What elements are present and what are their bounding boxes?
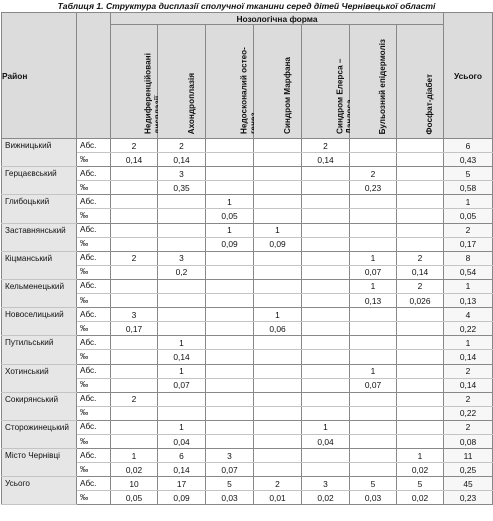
column-header bbox=[158, 25, 206, 139]
cell-permille: 0,13 bbox=[350, 294, 397, 308]
cell-permille bbox=[397, 434, 444, 448]
cell-abs bbox=[397, 223, 444, 237]
cell-permille bbox=[350, 237, 397, 251]
cell-abs: 2 bbox=[254, 477, 302, 491]
row-kind-permille: ‰ bbox=[77, 265, 111, 279]
cell-permille bbox=[111, 378, 158, 392]
dysplasia-table bbox=[1, 12, 493, 505]
row-kind-permille: ‰ bbox=[77, 153, 111, 167]
cell-permille: 0,17 bbox=[111, 322, 158, 336]
row-kind-abs: Абс. bbox=[77, 223, 111, 237]
column-header-label: Фосфат-діабет bbox=[424, 73, 434, 134]
cell-abs bbox=[302, 392, 350, 406]
cell-abs: 3 bbox=[158, 251, 206, 265]
cell-abs bbox=[397, 167, 444, 181]
cell-permille bbox=[158, 209, 206, 223]
row-kind-permille: ‰ bbox=[77, 209, 111, 223]
cell-abs bbox=[254, 364, 302, 378]
kind-header bbox=[77, 13, 111, 139]
cell-permille: 0,05 bbox=[206, 209, 254, 223]
cell-permille bbox=[158, 322, 206, 336]
cell-permille-total: 0,58 bbox=[444, 181, 493, 195]
cell-abs-total: 4 bbox=[444, 308, 493, 322]
cell-permille: 0,14 bbox=[158, 350, 206, 364]
cell-permille bbox=[397, 378, 444, 392]
cell-abs bbox=[206, 139, 254, 153]
row-kind-abs: Абс. bbox=[77, 195, 111, 209]
cell-abs bbox=[254, 139, 302, 153]
row-kind-permille: ‰ bbox=[77, 378, 111, 392]
table-row bbox=[2, 392, 493, 406]
row-kind-abs: Абс. bbox=[77, 167, 111, 181]
cell-permille: 0,14 bbox=[158, 463, 206, 477]
cell-permille: 0,14 bbox=[302, 153, 350, 167]
cell-permille bbox=[302, 294, 350, 308]
district-name: Новоселицький bbox=[2, 308, 77, 336]
cell-abs: 1 bbox=[397, 449, 444, 463]
cell-abs-total: 6 bbox=[444, 139, 493, 153]
cell-permille bbox=[254, 378, 302, 392]
cell-permille bbox=[302, 209, 350, 223]
cell-abs: 10 bbox=[111, 477, 158, 491]
row-kind-permille: ‰ bbox=[77, 181, 111, 195]
cell-permille: 0,02 bbox=[111, 463, 158, 477]
table-row bbox=[2, 139, 493, 153]
cell-abs bbox=[397, 420, 444, 434]
table-row bbox=[2, 279, 493, 293]
cell-permille bbox=[397, 153, 444, 167]
cell-abs: 2 bbox=[111, 139, 158, 153]
cell-abs bbox=[350, 223, 397, 237]
cell-permille bbox=[350, 209, 397, 223]
cell-abs bbox=[206, 167, 254, 181]
cell-abs: 1 bbox=[158, 336, 206, 350]
column-header-label: Недиференційовані bbox=[143, 53, 153, 134]
cell-permille bbox=[302, 265, 350, 279]
cell-permille bbox=[254, 153, 302, 167]
row-kind-abs: Абс. bbox=[77, 364, 111, 378]
cell-permille-total: 0,13 bbox=[444, 294, 493, 308]
cell-abs bbox=[206, 364, 254, 378]
cell-abs: 1 bbox=[158, 364, 206, 378]
cell-permille bbox=[254, 406, 302, 420]
cell-permille bbox=[254, 265, 302, 279]
cell-permille bbox=[206, 294, 254, 308]
cell-abs: 1 bbox=[158, 420, 206, 434]
column-header-label: Синдром Елерса – bbox=[335, 58, 344, 134]
cell-abs bbox=[158, 279, 206, 293]
cell-permille bbox=[206, 378, 254, 392]
cell-permille bbox=[206, 350, 254, 364]
table-row bbox=[2, 167, 493, 181]
cell-permille bbox=[206, 181, 254, 195]
cell-abs-total: 5 bbox=[444, 167, 493, 181]
cell-permille bbox=[158, 237, 206, 251]
cell-abs: 2 bbox=[302, 139, 350, 153]
table-row bbox=[2, 336, 493, 350]
cell-permille: 0,03 bbox=[350, 491, 397, 505]
table-row bbox=[2, 364, 493, 378]
row-kind-abs: Абс. bbox=[77, 392, 111, 406]
cell-abs: 2 bbox=[111, 392, 158, 406]
cell-abs-total: 45 bbox=[444, 477, 493, 491]
table-row bbox=[2, 223, 493, 237]
cell-permille: 0,02 bbox=[302, 491, 350, 505]
cell-permille-total: 0,22 bbox=[444, 406, 493, 420]
cell-permille: 0,07 bbox=[158, 378, 206, 392]
cell-permille: 0,07 bbox=[350, 265, 397, 279]
cell-abs bbox=[302, 251, 350, 265]
cell-abs bbox=[206, 392, 254, 406]
cell-abs-total: 2 bbox=[444, 364, 493, 378]
cell-abs bbox=[206, 308, 254, 322]
cell-permille: 0,09 bbox=[158, 491, 206, 505]
cell-abs-total: 8 bbox=[444, 251, 493, 265]
cell-permille: 0,14 bbox=[111, 153, 158, 167]
cell-abs bbox=[158, 308, 206, 322]
row-kind-permille: ‰ bbox=[77, 350, 111, 364]
district-name: Герцаєвський bbox=[2, 167, 77, 195]
cell-abs bbox=[350, 336, 397, 350]
cell-abs bbox=[254, 251, 302, 265]
cell-permille-total: 0,14 bbox=[444, 350, 493, 364]
cell-abs-total: 1 bbox=[444, 336, 493, 350]
cell-permille: 0,23 bbox=[350, 181, 397, 195]
table-row bbox=[2, 420, 493, 434]
column-header bbox=[397, 25, 444, 139]
cell-abs bbox=[254, 449, 302, 463]
district-name: Кельменецький bbox=[2, 279, 77, 307]
row-kind-permille: ‰ bbox=[77, 463, 111, 477]
cell-abs bbox=[350, 392, 397, 406]
column-header-label: Недосконалий остео- bbox=[239, 47, 248, 134]
district-name: Усього bbox=[2, 477, 77, 505]
cell-permille bbox=[111, 406, 158, 420]
cell-abs bbox=[254, 420, 302, 434]
cell-permille-total: 0,08 bbox=[444, 434, 493, 448]
cell-abs: 1 bbox=[206, 195, 254, 209]
cell-permille bbox=[206, 265, 254, 279]
cell-permille: 0,02 bbox=[397, 463, 444, 477]
cell-abs bbox=[302, 195, 350, 209]
cell-permille: 0,03 bbox=[206, 491, 254, 505]
cell-abs bbox=[350, 308, 397, 322]
district-name: Хотинський bbox=[2, 364, 77, 392]
cell-permille-total: 0,23 bbox=[444, 491, 493, 505]
district-name: Місто Чернівці bbox=[2, 449, 77, 477]
cell-permille bbox=[111, 237, 158, 251]
cell-abs-total: 2 bbox=[444, 392, 493, 406]
cell-permille bbox=[206, 406, 254, 420]
cell-permille bbox=[397, 322, 444, 336]
cell-abs: 17 bbox=[158, 477, 206, 491]
cell-abs-total: 1 bbox=[444, 195, 493, 209]
cell-abs-total: 11 bbox=[444, 449, 493, 463]
table-row bbox=[2, 449, 493, 463]
cell-abs: 1 bbox=[111, 449, 158, 463]
cell-abs-total: 2 bbox=[444, 420, 493, 434]
cell-permille-total: 0,05 bbox=[444, 209, 493, 223]
cell-permille bbox=[111, 265, 158, 279]
row-kind-abs: Абс. bbox=[77, 139, 111, 153]
row-kind-abs: Абс. bbox=[77, 420, 111, 434]
row-kind-abs: Абс. bbox=[77, 449, 111, 463]
cell-permille bbox=[111, 181, 158, 195]
cell-abs-total: 1 bbox=[444, 279, 493, 293]
cell-abs bbox=[111, 420, 158, 434]
cell-abs: 1 bbox=[254, 308, 302, 322]
cell-abs bbox=[111, 364, 158, 378]
cell-abs-total: 2 bbox=[444, 223, 493, 237]
cell-permille: 0,09 bbox=[206, 237, 254, 251]
cell-abs bbox=[397, 392, 444, 406]
cell-abs bbox=[111, 336, 158, 350]
cell-permille bbox=[254, 181, 302, 195]
cell-permille bbox=[350, 434, 397, 448]
row-kind-permille: ‰ bbox=[77, 237, 111, 251]
cell-abs: 1 bbox=[254, 223, 302, 237]
row-kind-abs: Абс. bbox=[77, 308, 111, 322]
cell-abs bbox=[158, 195, 206, 209]
table-body bbox=[2, 139, 493, 505]
cell-abs bbox=[206, 251, 254, 265]
cell-abs: 2 bbox=[397, 251, 444, 265]
table-row bbox=[2, 308, 493, 322]
cell-abs bbox=[302, 279, 350, 293]
cell-permille bbox=[350, 322, 397, 336]
cell-abs bbox=[302, 364, 350, 378]
cell-permille bbox=[158, 294, 206, 308]
cell-permille: 0,14 bbox=[158, 153, 206, 167]
cell-permille: 0,35 bbox=[158, 181, 206, 195]
cell-abs: 1 bbox=[350, 364, 397, 378]
district-name: Кіцманський bbox=[2, 251, 77, 279]
row-kind-permille: ‰ bbox=[77, 406, 111, 420]
cell-permille bbox=[350, 463, 397, 477]
cell-permille bbox=[302, 181, 350, 195]
row-kind-abs: Абс. bbox=[77, 477, 111, 491]
cell-abs bbox=[206, 279, 254, 293]
cell-abs bbox=[254, 167, 302, 181]
column-header bbox=[302, 25, 350, 139]
cell-permille: 0,07 bbox=[350, 378, 397, 392]
cell-permille bbox=[111, 294, 158, 308]
cell-abs bbox=[254, 336, 302, 350]
cell-permille: 0,05 bbox=[111, 491, 158, 505]
cell-permille bbox=[206, 322, 254, 336]
cell-permille-total: 0,25 bbox=[444, 463, 493, 477]
table-row bbox=[2, 195, 493, 209]
cell-abs: 3 bbox=[158, 167, 206, 181]
cell-abs: 2 bbox=[111, 251, 158, 265]
cell-abs: 3 bbox=[111, 308, 158, 322]
cell-abs: 2 bbox=[350, 167, 397, 181]
cell-permille bbox=[254, 209, 302, 223]
column-header-label: Синдром Марфана bbox=[282, 56, 292, 134]
cell-abs: 1 bbox=[206, 223, 254, 237]
row-kind-permille: ‰ bbox=[77, 322, 111, 336]
cell-abs bbox=[111, 223, 158, 237]
cell-permille: 0,14 bbox=[397, 265, 444, 279]
cell-permille bbox=[397, 181, 444, 195]
cell-abs bbox=[350, 195, 397, 209]
cell-abs bbox=[397, 195, 444, 209]
cell-abs bbox=[397, 139, 444, 153]
column-header bbox=[111, 25, 158, 139]
cell-abs: 3 bbox=[302, 477, 350, 491]
cell-permille bbox=[254, 434, 302, 448]
district-name: Заставнянський bbox=[2, 223, 77, 251]
cell-abs: 5 bbox=[206, 477, 254, 491]
table-row bbox=[2, 251, 493, 265]
cell-permille bbox=[111, 434, 158, 448]
cell-permille bbox=[254, 463, 302, 477]
cell-permille bbox=[302, 406, 350, 420]
cell-abs: 6 bbox=[158, 449, 206, 463]
cell-permille bbox=[397, 350, 444, 364]
cell-abs bbox=[397, 308, 444, 322]
cell-abs: 5 bbox=[350, 477, 397, 491]
cell-permille: 0,2 bbox=[158, 265, 206, 279]
row-kind-abs: Абс. bbox=[77, 336, 111, 350]
cell-permille bbox=[397, 209, 444, 223]
cell-permille bbox=[158, 406, 206, 420]
cell-abs bbox=[254, 392, 302, 406]
table-row bbox=[2, 477, 493, 491]
cell-permille: 0,09 bbox=[254, 237, 302, 251]
cell-abs bbox=[111, 167, 158, 181]
district-name: Сторожинецький bbox=[2, 420, 77, 448]
cell-abs: 3 bbox=[206, 449, 254, 463]
cell-abs bbox=[254, 195, 302, 209]
cell-permille-total: 0,17 bbox=[444, 237, 493, 251]
cell-abs bbox=[158, 392, 206, 406]
column-header-label: Бульозний епідермоліз bbox=[377, 38, 387, 134]
cell-permille: 0,026 bbox=[397, 294, 444, 308]
cell-abs bbox=[206, 420, 254, 434]
cell-abs bbox=[397, 364, 444, 378]
cell-abs bbox=[397, 336, 444, 350]
cell-abs: 5 bbox=[397, 477, 444, 491]
cell-permille bbox=[111, 209, 158, 223]
cell-permille bbox=[254, 294, 302, 308]
cell-permille bbox=[350, 350, 397, 364]
cell-abs bbox=[302, 449, 350, 463]
cell-abs bbox=[302, 223, 350, 237]
column-header bbox=[350, 25, 397, 139]
cell-abs bbox=[350, 449, 397, 463]
total-header: Усього bbox=[444, 13, 493, 139]
cell-permille bbox=[206, 434, 254, 448]
district-header: Район bbox=[2, 13, 77, 139]
cell-permille-total: 0,14 bbox=[444, 378, 493, 392]
table-caption: Таблиця 1. Структура дисплазії сполучної тканини серед дітей Чернівецької області bbox=[57, 1, 436, 11]
cell-permille bbox=[350, 406, 397, 420]
cell-permille-total: 0,43 bbox=[444, 153, 493, 167]
cell-permille bbox=[302, 350, 350, 364]
cell-permille bbox=[302, 237, 350, 251]
cell-permille: 0,01 bbox=[254, 491, 302, 505]
cell-abs bbox=[254, 279, 302, 293]
district-name: Глибоцький bbox=[2, 195, 77, 223]
cell-abs bbox=[350, 139, 397, 153]
cell-abs: 2 bbox=[397, 279, 444, 293]
cell-permille: 0,04 bbox=[302, 434, 350, 448]
row-kind-permille: ‰ bbox=[77, 294, 111, 308]
cell-abs: 1 bbox=[350, 279, 397, 293]
district-name: Путильський bbox=[2, 336, 77, 364]
column-header bbox=[254, 25, 302, 139]
cell-permille: 0,07 bbox=[206, 463, 254, 477]
row-kind-abs: Абс. bbox=[77, 279, 111, 293]
row-kind-permille: ‰ bbox=[77, 491, 111, 505]
cell-permille bbox=[302, 322, 350, 336]
cell-abs bbox=[111, 195, 158, 209]
cell-permille bbox=[206, 153, 254, 167]
cell-permille: 0,02 bbox=[397, 491, 444, 505]
district-name: Сокирянський bbox=[2, 392, 77, 420]
cell-permille bbox=[254, 350, 302, 364]
cell-abs bbox=[350, 420, 397, 434]
nosology-header: Нозологічна форма bbox=[111, 13, 444, 25]
row-kind-permille: ‰ bbox=[77, 434, 111, 448]
column-header bbox=[206, 25, 254, 139]
cell-abs bbox=[111, 279, 158, 293]
row-kind-abs: Абс. bbox=[77, 251, 111, 265]
cell-permille bbox=[111, 350, 158, 364]
cell-permille-total: 0,54 bbox=[444, 265, 493, 279]
cell-permille bbox=[397, 237, 444, 251]
cell-abs bbox=[302, 167, 350, 181]
cell-permille bbox=[302, 463, 350, 477]
cell-abs bbox=[302, 308, 350, 322]
cell-permille bbox=[397, 406, 444, 420]
cell-abs: 1 bbox=[350, 251, 397, 265]
cell-abs bbox=[206, 336, 254, 350]
cell-permille-total: 0,22 bbox=[444, 322, 493, 336]
district-name: Вижницький bbox=[2, 139, 77, 167]
cell-abs bbox=[158, 223, 206, 237]
cell-permille bbox=[350, 153, 397, 167]
cell-permille: 0,04 bbox=[158, 434, 206, 448]
cell-permille: 0,06 bbox=[254, 322, 302, 336]
cell-abs: 1 bbox=[302, 420, 350, 434]
column-header-label: Ахондроплазія bbox=[186, 72, 196, 134]
cell-permille bbox=[302, 378, 350, 392]
cell-abs: 2 bbox=[158, 139, 206, 153]
cell-abs bbox=[302, 336, 350, 350]
